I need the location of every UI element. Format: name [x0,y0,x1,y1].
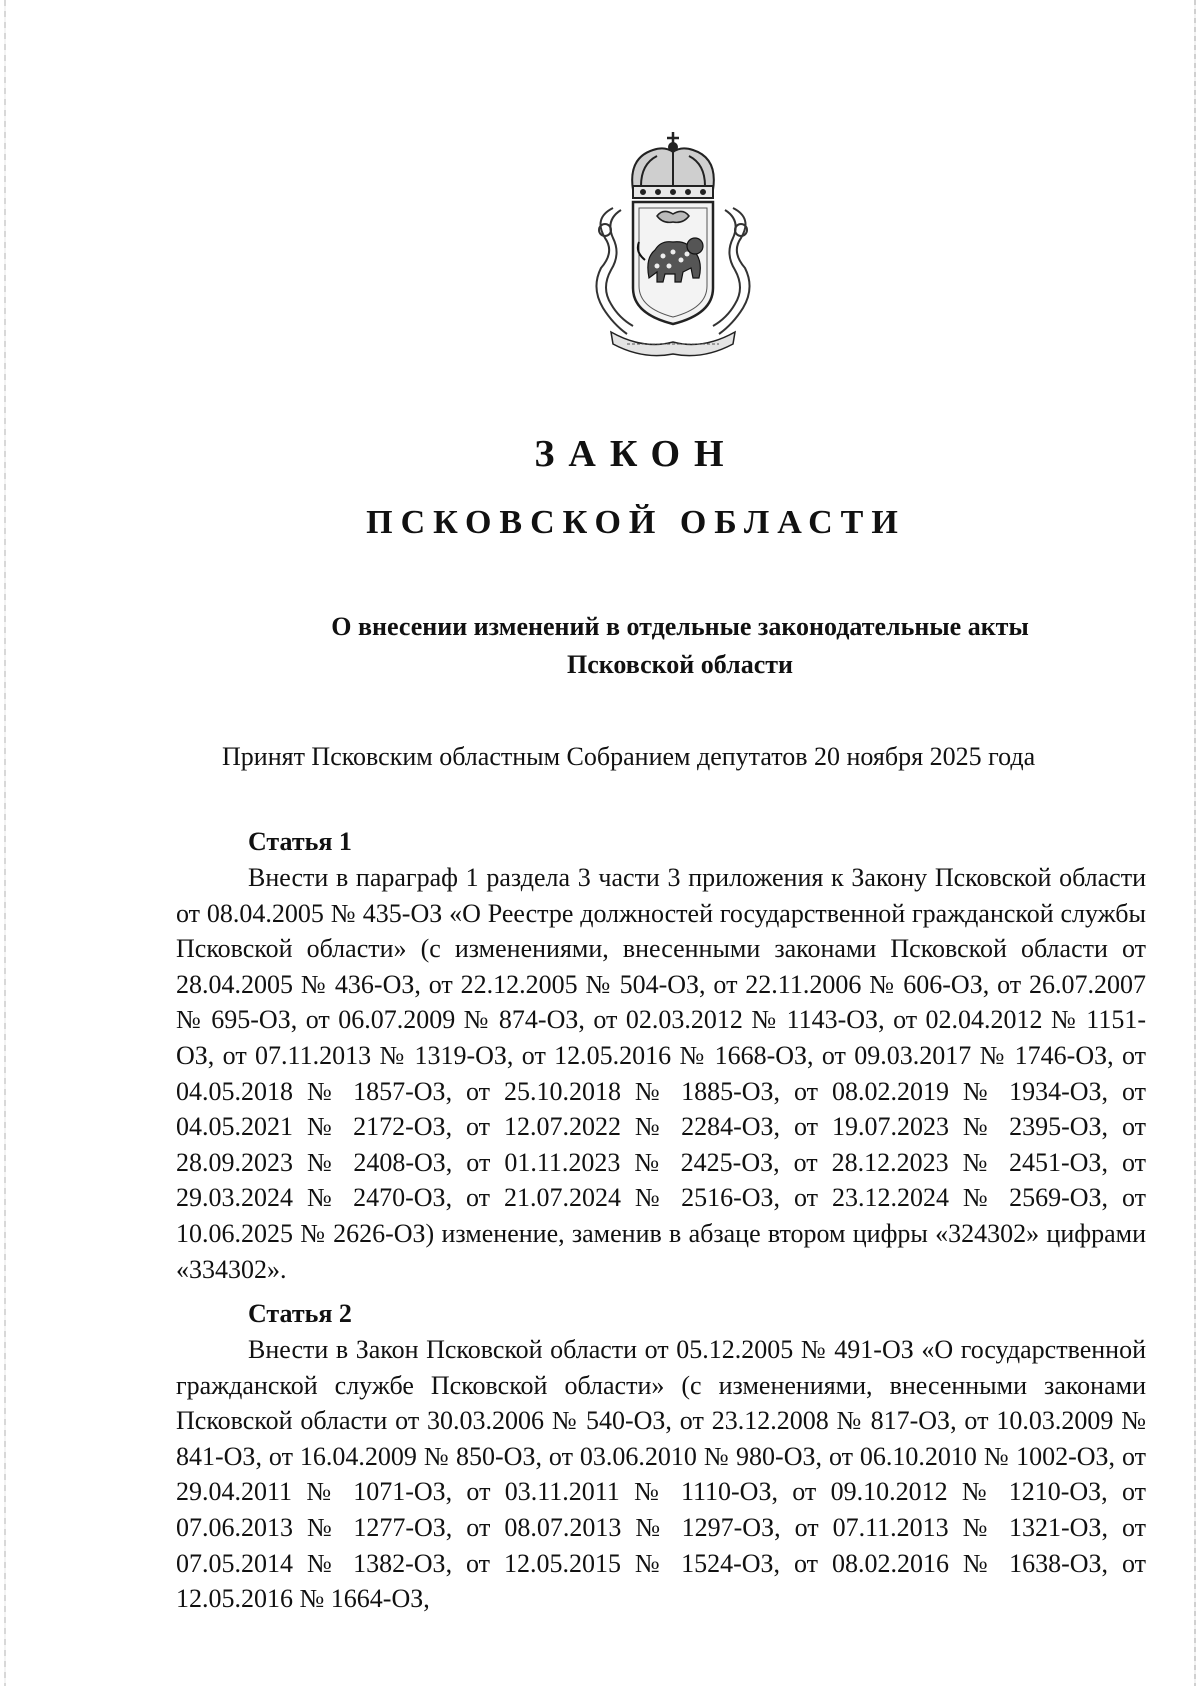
article-2-title: Статья 2 [248,1299,352,1328]
heading-line-2: Псковской области [566,650,793,679]
scan-edge-left [4,0,6,1686]
article-2-body [176,1332,1146,1617]
law-title: ЗАКОН [534,433,738,475]
scan-edge-right [1194,0,1196,1686]
pskov-coat-of-arms-icon [583,128,763,368]
article-1-body [176,860,1146,1287]
article-1-title: Статья 1 [248,827,352,856]
region-subtitle: ПСКОВСКОЙ ОБЛАСТИ [366,504,906,541]
adoption-statement: Принят Псковским областным Собранием депутатов 20 ноября 2025 года [222,742,1036,771]
article-2-text: Внести в Закон Псковской области от 05.12.2005 № 491-ОЗ «О государственной гражданской службе Псковской области» (с изменениями, внесенными законами Псковской области от 30.03.2006 № 540-ОЗ, от 23.12.2008 № 817-ОЗ, от 10.03.2009 № 841-ОЗ, от 16.04.2009 № 850-ОЗ, от 03.06.2010 № 980-ОЗ, от 06.10.2010 № 1002-ОЗ, от 29.04.2011 № 1071-ОЗ, от 03.11.2011 № 1110-ОЗ, от 09.10.2012 № 1210-ОЗ, от 07.06.2013 № 1277-ОЗ, от 08.07.2013 № 1297-ОЗ, от 07.11.2013 № 1321-ОЗ, от 07.05.2014 № 1382-ОЗ, от 12.05.2015 № 1524-ОЗ, от 08.02.2016 № 1638-ОЗ, от 12.05.2016 № 1664-ОЗ, [176,1335,1146,1614]
article-1-text: Внести в параграф 1 раздела 3 части 3 приложения к Закону Псковской области от 08.04.2005 № 435-ОЗ «О Реестре должностей государственной гражданской службы Псковской области» (с изменениями, внесенными законами Псковской области от 28.04.2005 № 436-ОЗ, от 22.12.2005 № 504-ОЗ, от 22.11.2006 № 606-ОЗ, от 26.07.2007 № 695-ОЗ, от 06.07.2009 № 874-ОЗ, от 02.03.2012 № 1143-ОЗ, от 02.04.2012 № 1151-ОЗ, от 07.11.2013 № 1319-ОЗ, от 12.05.2016 № 1668-ОЗ, от 09.03.2017 № 1746-ОЗ, от 04.05.2018 № 1857-ОЗ, от 25.10.2018 № 1885-ОЗ, от 08.02.2019 № 1934-ОЗ, от 04.05.2021 № 2172-ОЗ, от 12.07.2022 № 2284-ОЗ, от 19.07.2023 № 2395-ОЗ, от 28.09.2023 № 2408-ОЗ, от 01.11.2023 № 2425-ОЗ, от 28.12.2023 № 2451-ОЗ, от 29.03.2024 № 2470-ОЗ, от 21.07.2024 № 2516-ОЗ, от 23.12.2024 № 2569-ОЗ, от 10.06.2025 № 2626-ОЗ) изменение, заменив в абзаце втором цифры «324302» цифрами «334302». [176,863,1146,1284]
heading-line-1: О внесении изменений в отдельные законодательные акты [331,612,1029,641]
document-heading [270,608,1090,684]
